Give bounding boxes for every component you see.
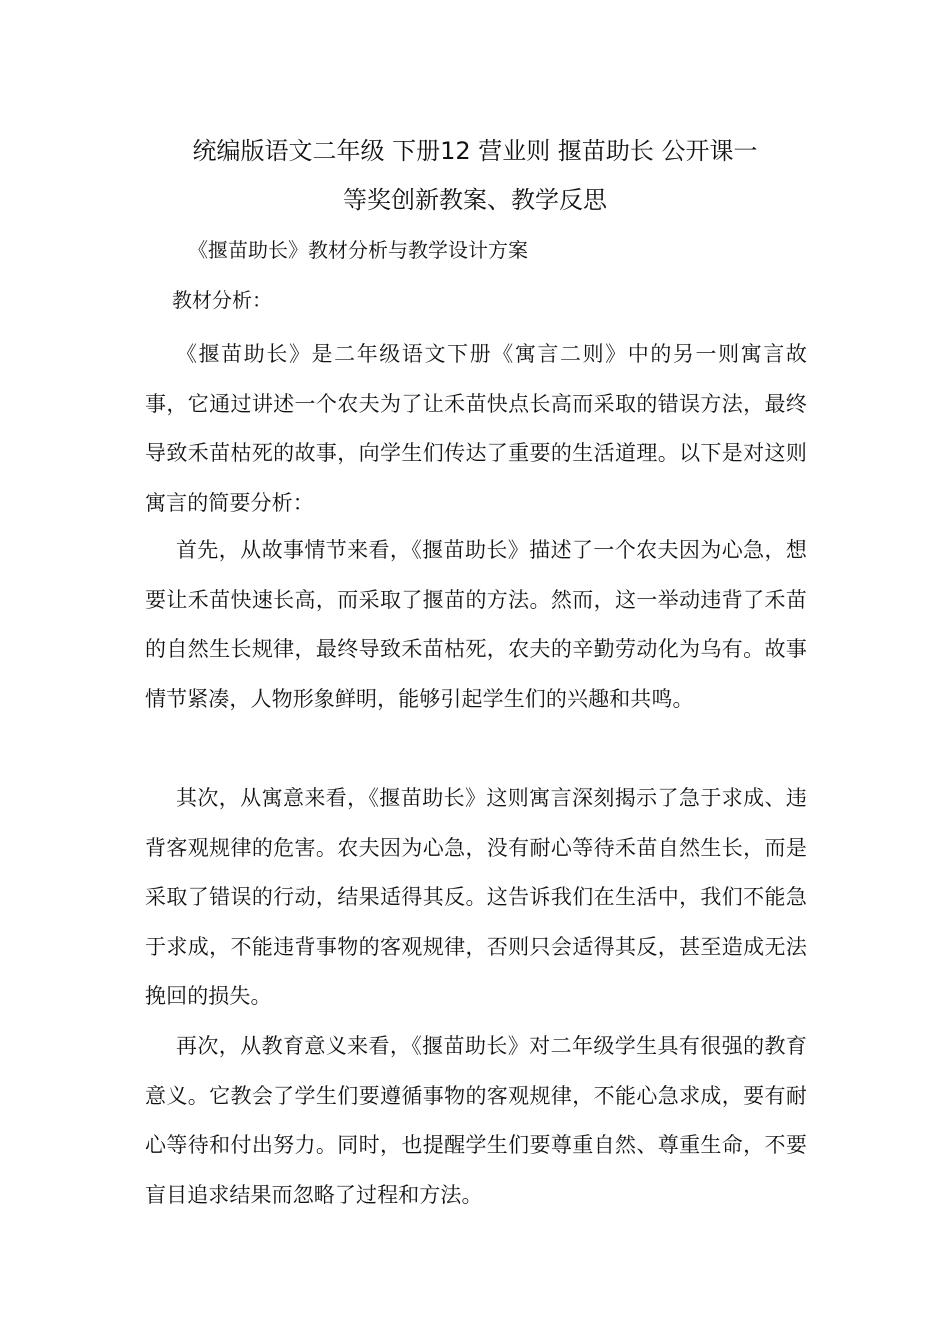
document-subtitle: 《揠苗助长》教材分析与教学设计方案: [188, 238, 528, 262]
paragraph-education: 再次，从教育意义来看，《揠苗助长》对二年级学生具有很强的教育意义。它教会了学生们要遵循事物的客观规律，不能心急求成，要有耐心等待和付出努力。同时，也提醒学生们要尊重自然、尊重生命，不要盲目追求结果而忽略了过程和方法。: [145, 1034, 807, 1207]
section-heading: 教材分析：: [172, 288, 272, 312]
document-title-line-1: 统编版语文二年级 下册12 营业则 揠苗助长 公开课一: [192, 137, 758, 165]
document-title-line-2: 等奖创新教案、教学反思: [343, 186, 607, 214]
paragraph-moral: 其次，从寓意来看，《揠苗助长》这则寓言深刻揭示了急于求成、违背客观规律的危害。农夫因为心急，没有耐心等待禾苗自然生长，而是采取了错误的行动，结果适得其反。这告诉我们在生活中，我们不能急于求成，不能违背事物的客观规律，否则只会适得其反，甚至造成无法挽回的损失。: [145, 786, 807, 1009]
paragraph-intro: 《揠苗助长》是二年级语文下册《寓言二则》中的另一则寓言故事，它通过讲述一个农夫为了让禾苗快点长高而采取的错误方法，最终导致禾苗枯死的故事，向学生们传达了重要的生活道理。以下是对这则寓言的简要分析：: [145, 342, 807, 515]
paragraph-plot: 首先，从故事情节来看，《揠苗助长》描述了一个农夫因为心急，想要让禾苗快速长高，而采取了揠苗的方法。然而，这一举动违背了禾苗的自然生长规律，最终导致禾苗枯死，农夫的辛勤劳动化为乌有。故事情节紧凑，人物形象鲜明，能够引起学生们的兴趣和共鸣。: [145, 538, 807, 711]
